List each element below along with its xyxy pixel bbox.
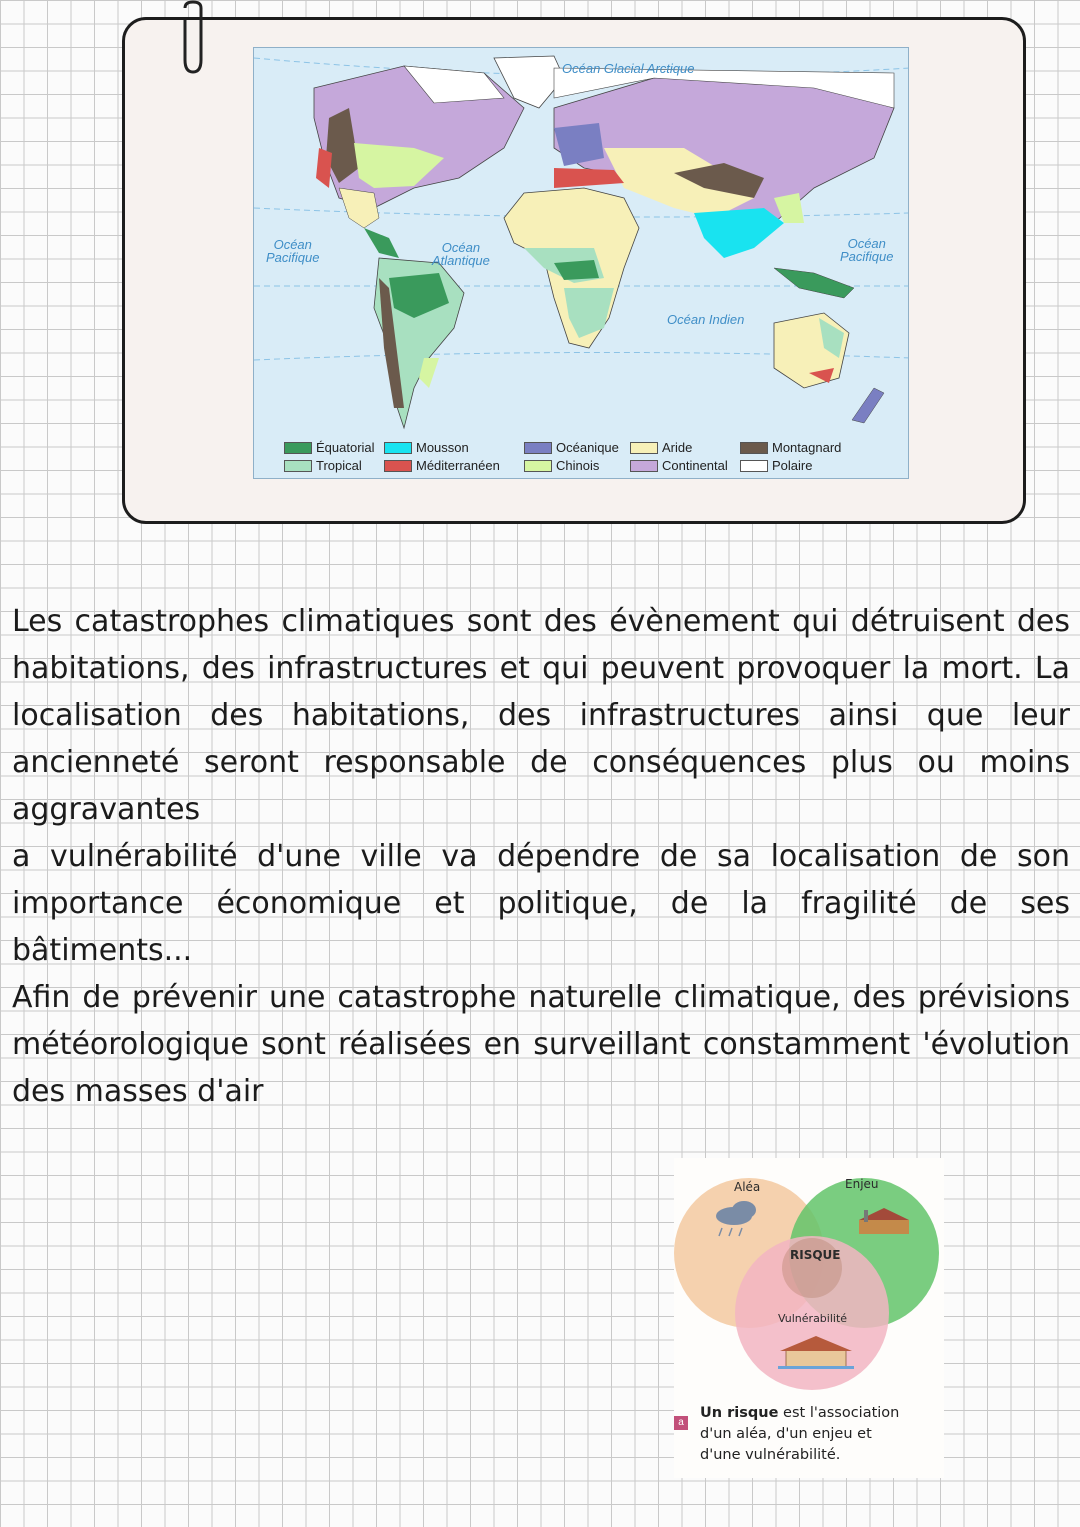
- ocean-label-line: Océan: [273, 237, 312, 252]
- venn-label-alea: Aléa: [734, 1180, 761, 1194]
- paperclip-icon: [178, 0, 208, 80]
- venn-label-risque: RISQUE: [790, 1248, 841, 1262]
- legend-item: [284, 458, 362, 473]
- caption-rest: est l'association d'un aléa, d'un enjeu et d'une vulnérabilité.: [700, 1405, 900, 1463]
- legend-item: [284, 440, 375, 455]
- ocean-label-arctic: Océan Glacial Arctique: [562, 61, 695, 76]
- ocean-label-line: Océan: [847, 236, 886, 251]
- map-legend: [284, 438, 884, 478]
- legend-label: Polaire: [772, 458, 813, 473]
- legend-label: Continental: [662, 458, 728, 473]
- legend-swatch: [284, 460, 312, 472]
- paragraph-prevision: Afin de prévenir une catastrophe naturelle climatique, des prévisions météorologique sont réalisées en surveillant constamment 'évolution des masses d'air: [12, 980, 1070, 1109]
- ocean-label-line: Pacifique: [840, 249, 894, 264]
- venn-label-vulnerabilite: Vulnérabilité: [778, 1312, 848, 1325]
- ocean-label-pacific-east: [840, 237, 893, 263]
- legend-item: [740, 458, 812, 473]
- caption-bold: Un risque: [700, 1405, 779, 1421]
- paragraph-catastrophes: Les catastrophes climatiques sont des évènement qui détruisent des habitations, des infrastructures et qui peuvent provoquer la mort. La localisation des habitations, des infrastructures ainsi que leur ancienneté seront responsable de conséquences plus ou moins aggravantes: [12, 604, 1070, 827]
- legend-item: [630, 458, 728, 473]
- venn-diagram: [674, 1158, 944, 1403]
- legend-label: Aride: [662, 440, 693, 455]
- risk-caption: [674, 1403, 914, 1466]
- legend-label: Mousson: [416, 440, 469, 455]
- risk-diagram: [674, 1158, 944, 1478]
- legend-swatch: [630, 460, 658, 472]
- world-climate-map: [253, 47, 909, 479]
- legend-swatch: [384, 460, 412, 472]
- legend-item: [384, 458, 500, 473]
- map-drawing: [254, 48, 909, 479]
- paragraph-vulnerabilite: a vulnérabilité d'une ville va dépendre de sa localisation de son importance économique et politique, de la fragilité de ses bâtiments...: [12, 839, 1070, 968]
- legend-label: Montagnard: [772, 440, 842, 455]
- legend-label: Tropical: [316, 458, 362, 473]
- ocean-label-indian: Océan Indien: [667, 312, 745, 327]
- ocean-label-line: Océan: [441, 240, 481, 255]
- legend-swatch: [284, 442, 312, 454]
- legend-swatch: [740, 460, 768, 472]
- legend-item: [524, 440, 619, 455]
- legend-label: Chinois: [556, 458, 600, 473]
- legend-swatch: [384, 442, 412, 454]
- ocean-label-line: Pacifique: [266, 250, 320, 265]
- ocean-label-atlantic: [432, 241, 490, 267]
- venn-label-enjeu: Enjeu: [845, 1177, 879, 1191]
- notes-text: [12, 598, 1070, 1115]
- legend-item: [524, 458, 599, 473]
- ocean-label-pacific-west: [266, 238, 319, 264]
- legend-swatch: [524, 460, 552, 472]
- legend-label: Méditerranéen: [416, 458, 500, 473]
- legend-item: [630, 440, 692, 455]
- legend-label: Équatorial: [316, 440, 375, 455]
- ocean-label-line: Atlantique: [432, 253, 490, 268]
- caption-marker: a: [674, 1416, 688, 1430]
- legend-item: [740, 440, 841, 455]
- legend-item: [384, 440, 469, 455]
- legend-swatch: [740, 442, 768, 454]
- legend-label: Océanique: [556, 440, 619, 455]
- legend-swatch: [630, 442, 658, 454]
- legend-swatch: [524, 442, 552, 454]
